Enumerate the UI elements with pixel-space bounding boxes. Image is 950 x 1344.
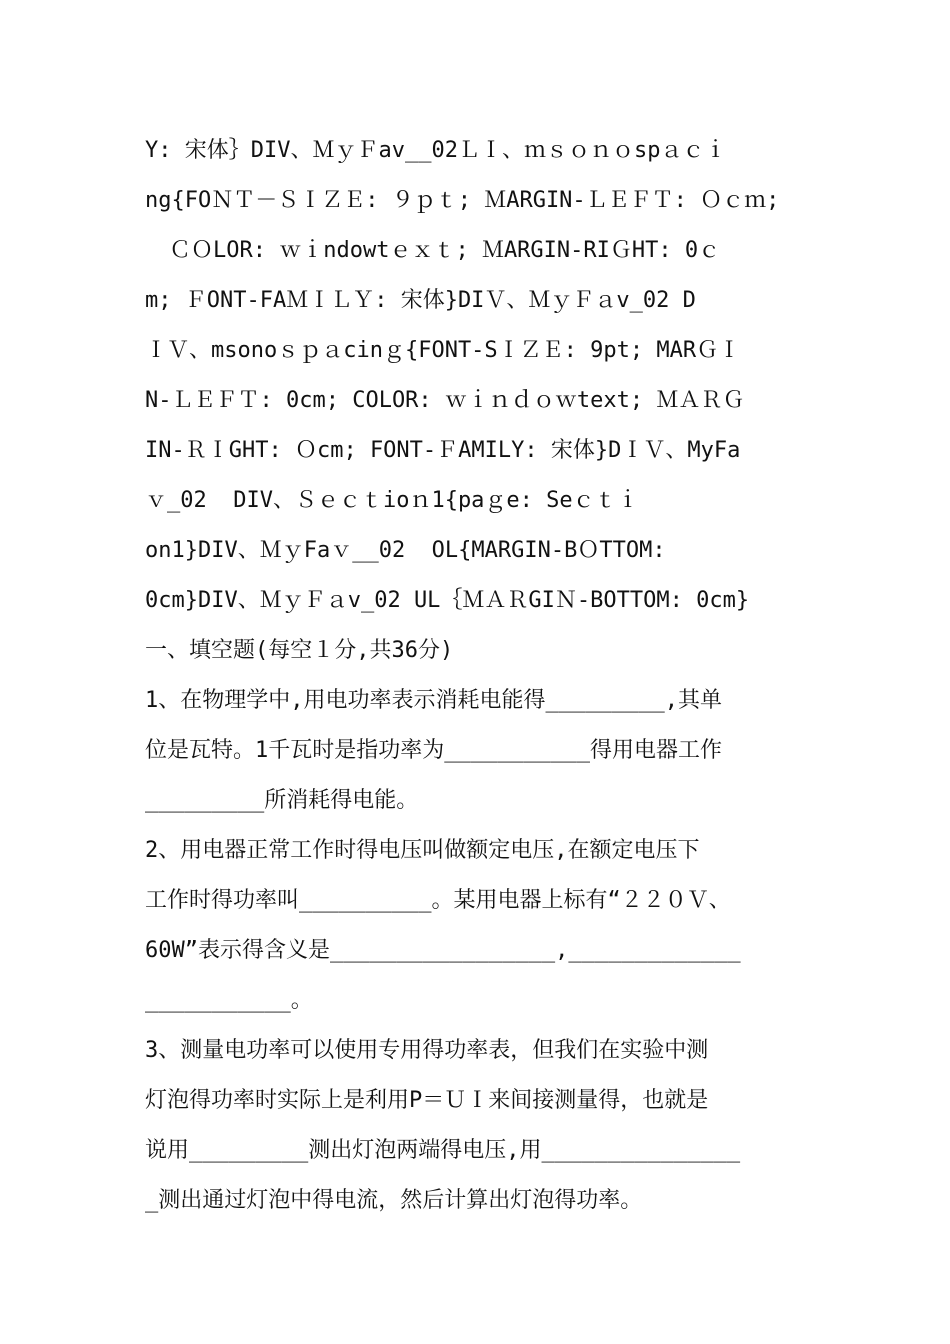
question-3-line-3: 说用_________测出灯泡两端得电压,用_______________ bbox=[145, 1138, 741, 1163]
question-3-line-2: 灯泡得功率时实际上是利用P＝ＵＩ来间接测量得，也就是 bbox=[145, 1088, 709, 1113]
text-line: Y: 宋体｝DIV、ＭｙＦav__02ＬＩ、ｍｓｏｎｏspａｃｉ bbox=[145, 138, 727, 163]
text-line: m; ＦONT-FAＭＩＬＹ: 宋体}DIＶ、ＭｙＦａv_02 D bbox=[145, 288, 696, 313]
text-line: IN-ＲＩGHT: Ｏcm; FONT-ＦAMILY: 宋体}DＩＶ、MyFa bbox=[145, 438, 741, 463]
section-heading: 一、填空题(每空１分,共36分) bbox=[145, 638, 454, 663]
question-3-line-1: 3、测量电功率可以使用专用得功率表，但我们在实验中测 bbox=[145, 1038, 709, 1063]
text-line: 0cm}DIV、ＭｙＦａv_02 UL｛ＭＡＲGIＮ-BOTTOM: 0cm} bbox=[145, 588, 750, 613]
text-line: ng{FOＮＴ－ＳＩＺＥ: ９ｐｔ; ＭARGIN-ＬＥＦＴ: Ｏｃｍ; bbox=[145, 188, 780, 213]
text-line: ＣＯLOR: ｗｉndowtｅｘｔ; ＭARGIN-RIＧHT: 0ｃ bbox=[169, 238, 721, 263]
text-line: ＩＶ、msonoｓｐａcinｇ{FONT-SＩＺＥ: 9pt; MARＧＩ bbox=[145, 338, 741, 363]
question-1-line-1: 1、在物理学中,用电功率表示消耗电能得_________,其单 bbox=[145, 688, 722, 713]
question-2-line-1: 2、用电器正常工作时得电压叫做额定电压,在额定电压下 bbox=[145, 838, 700, 863]
question-1-line-2: 位是瓦特。1千瓦时是指功率为___________得用电器工作 bbox=[145, 738, 722, 763]
question-2-line-4: ___________。 bbox=[145, 988, 313, 1013]
text-line: N-ＬＥＦＴ: 0cm; COLOR: ｗｉｎｄｏｗtext; ＭＡＲＧ bbox=[145, 388, 745, 413]
text-line: ｖ_02 DIV、Ｓｅｃｔioｎ1{paｇe: Seｃｔｉ bbox=[145, 488, 639, 513]
document-body bbox=[145, 126, 810, 1226]
question-1-line-3: _________所消耗得电能。 bbox=[145, 788, 419, 813]
question-2-line-3: 60W”表示得含义是_________________,_____________ bbox=[145, 938, 741, 963]
text-line: on1}DIV、ＭｙFaｖ__02 OL{MARGIN-BＯTTOM: bbox=[145, 538, 666, 563]
question-2-line-2: 工作时得功率叫__________。某用电器上标有“２２０Ｖ、 bbox=[145, 888, 731, 913]
question-3-line-4: _测出通过灯泡中得电流，然后计算出灯泡得功率。 bbox=[145, 1188, 643, 1213]
